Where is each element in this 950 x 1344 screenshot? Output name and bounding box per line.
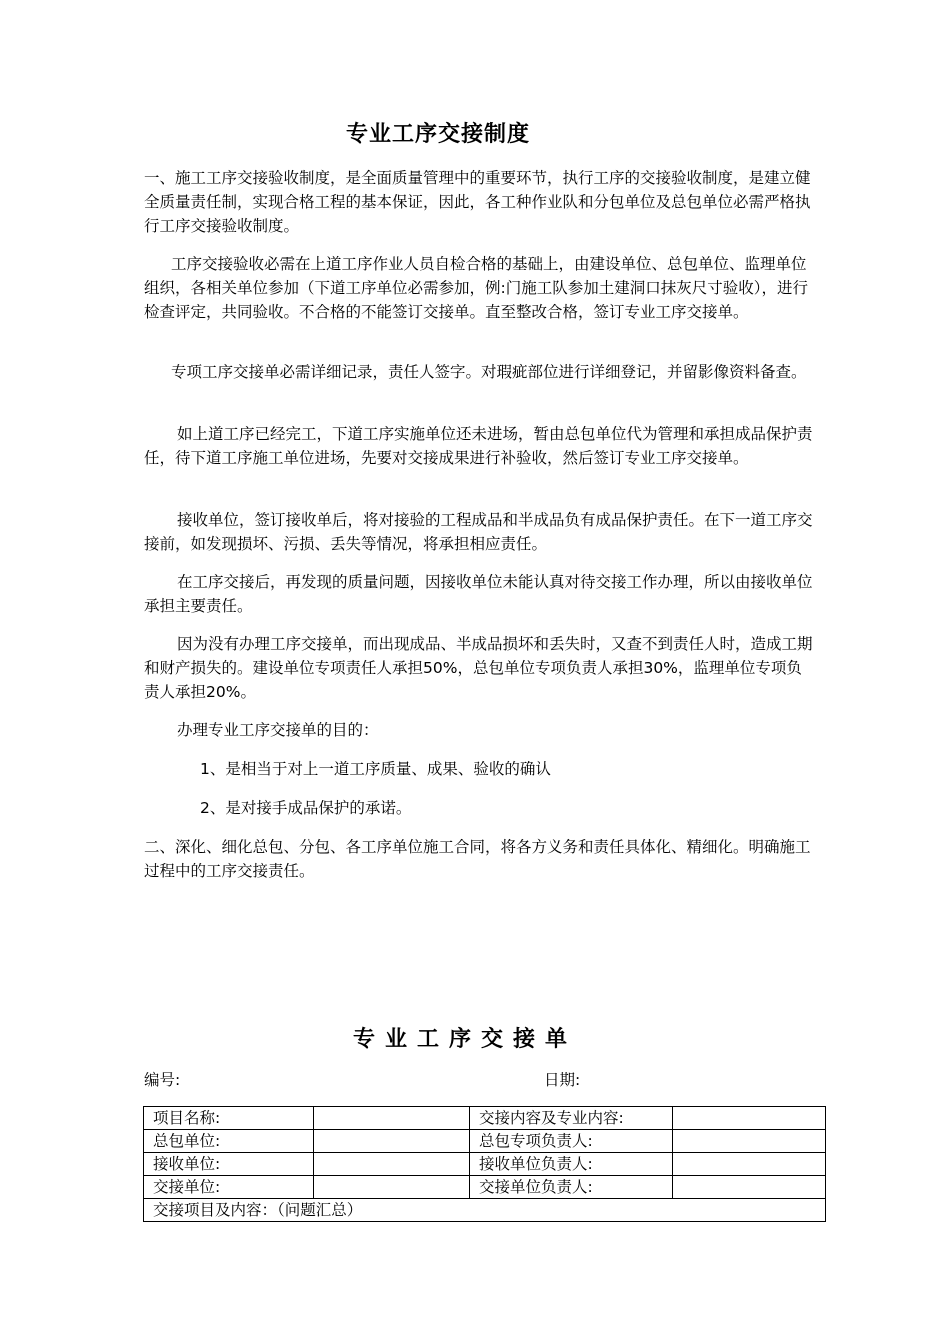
- paragraph-6: 在工序交接后，再发现的质量问题，因接收单位未能认真对待交接工作办理，所以由接收单位承担主要责任。: [144, 573, 813, 615]
- paragraph-5: 接收单位，签订接收单后，将对接验的工程成品和半成品负有成品保护责任。在下一道工序交接前，如发现损坏、污损、丢失等情况，将承担相应责任。: [144, 511, 813, 553]
- paragraph-7: 因为没有办理工序交接单，而出现成品、半成品损坏和丢失时，又查不到责任人时，造成工期和财产损失的。建设单位专项责任人承担50%，总包单位专项负责人承担30%，监理单位专项负责人承担20%。: [144, 635, 813, 701]
- handover-table: [143, 1106, 826, 1222]
- handover-content-label: 交接内容及专业内容:: [470, 1107, 673, 1130]
- handing-unit-label: 交接单位:: [144, 1176, 314, 1199]
- form-title: 专业工序交接单: [352, 1027, 577, 1052]
- receiving-unit-lead-label: 接收单位负责人:: [470, 1153, 673, 1176]
- handing-unit-lead-value[interactable]: [673, 1176, 826, 1199]
- general-contractor-label: 总包单位:: [144, 1130, 314, 1153]
- paragraph-3: 专项工序交接单必需详细记录，责任人签字。对瑕疵部位进行详细登记，并留影像资料备查。: [171, 363, 807, 381]
- table-row: [144, 1107, 826, 1130]
- handing-unit-lead-label: 交接单位负责人:: [470, 1176, 673, 1199]
- general-contractor-lead-label: 总包专项负责人:: [470, 1130, 673, 1153]
- summary-label[interactable]: 交接项目及内容：（问题汇总）: [144, 1199, 826, 1222]
- list-item-1: 1、是相当于对上一道工序质量、成果、验收的确认: [200, 760, 551, 778]
- table-row: [144, 1199, 826, 1222]
- date-label: 日期:: [544, 1071, 581, 1089]
- general-contractor-value[interactable]: [314, 1130, 470, 1153]
- general-contractor-lead-value[interactable]: [673, 1130, 826, 1153]
- receiving-unit-value[interactable]: [314, 1153, 470, 1176]
- table-row: [144, 1130, 826, 1153]
- table-row: [144, 1153, 826, 1176]
- project-name-value[interactable]: [314, 1107, 470, 1130]
- paragraph-9: 二、深化、细化总包、分包、各工序单位施工合同，将各方义务和责任具体化、精细化。明确施工过程中的工序交接责任。: [144, 838, 811, 880]
- number-label: 编号:: [144, 1071, 181, 1089]
- list-item-2: 2、是对接手成品保护的承诺。: [200, 799, 412, 817]
- paragraph-1: 一、施工工序交接验收制度，是全面质量管理中的重要环节，执行工序的交接验收制度，是建立健全质量责任制，实现合格工程的基本保证，因此，各工种作业队和分包单位及总包单位必需严格执行工序交接验收制度。: [144, 169, 811, 235]
- receiving-unit-lead-value[interactable]: [673, 1153, 826, 1176]
- handover-content-value[interactable]: [673, 1107, 826, 1130]
- table-row: [144, 1176, 826, 1199]
- project-name-label: 项目名称:: [144, 1107, 314, 1130]
- paragraph-8: 办理专业工序交接单的目的：: [177, 721, 379, 739]
- paragraph-4: 如上道工序已经完工，下道工序实施单位还未进场，暂由总包单位代为管理和承担成品保护责任，待下道工序施工单位进场，先要对交接成果进行补验收，然后签订专业工序交接单。: [144, 425, 813, 467]
- paragraph-2: 工序交接验收必需在上道工序作业人员自检合格的基础上，由建设单位、总包单位、监理单位组织，各相关单位参加（下道工序单位必需参加，例:门施工队参加土建洞口抹灰尺寸验收），进行检查评定，共同验收。不合格的不能签订交接单。直至整改合格，签订专业工序交接单。: [144, 255, 808, 321]
- handing-unit-value[interactable]: [314, 1176, 470, 1199]
- receiving-unit-label: 接收单位:: [144, 1153, 314, 1176]
- document-title: 专业工序交接制度: [345, 122, 530, 147]
